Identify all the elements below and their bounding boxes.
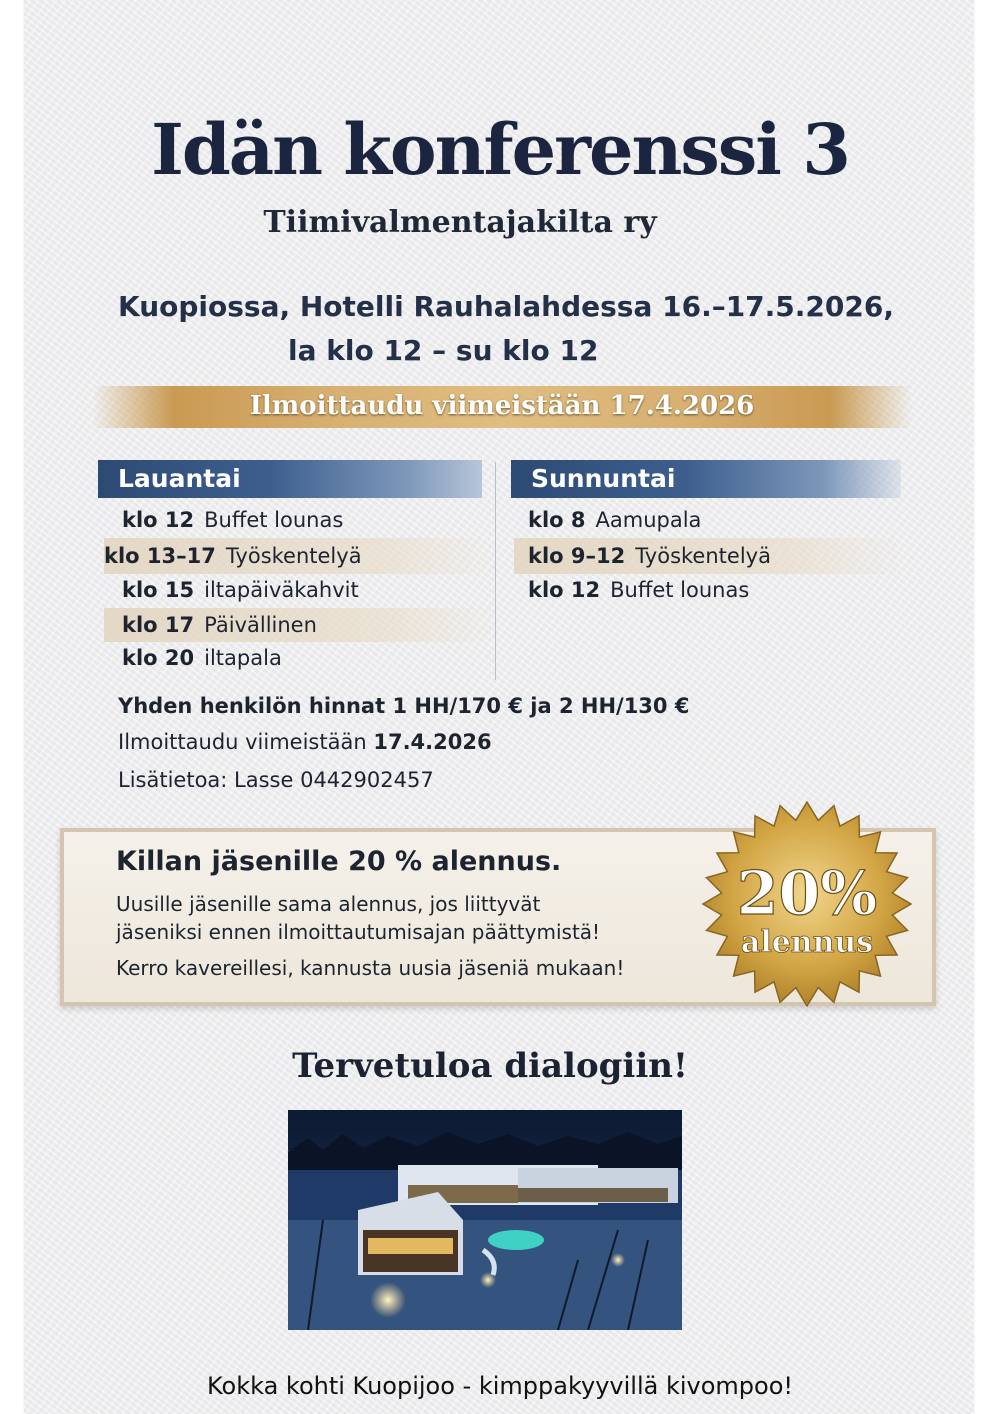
hotel-winter-photo-icon bbox=[288, 1110, 682, 1330]
schedule-row bbox=[528, 578, 749, 602]
column-divider bbox=[495, 462, 496, 680]
event-location: Kuopiossa, Hotelli Rauhalahdessa 16.–17.5.2026, bbox=[118, 290, 894, 323]
schedule-activity: Työskentelyä bbox=[635, 544, 771, 568]
discount-title: Killan jäsenille 20 % alennus. bbox=[116, 846, 562, 877]
schedule-activity: Päivällinen bbox=[204, 613, 317, 637]
page-title: Idän konferenssi 3 bbox=[151, 108, 849, 191]
footer-slogan: Kokka kohti Kuopijoo - kimppakyyvillä kivompoo! bbox=[206, 1372, 794, 1400]
sunday-header: Sunnuntai bbox=[511, 460, 901, 498]
schedule-activity: iltapäiväkahvit bbox=[204, 578, 359, 602]
schedule-row bbox=[122, 646, 282, 670]
saturday-header: Lauantai bbox=[98, 460, 482, 498]
schedule-activity: iltapala bbox=[204, 646, 282, 670]
schedule-time: klo 9–12 bbox=[528, 544, 626, 568]
schedule-row bbox=[104, 608, 494, 642]
schedule-row bbox=[514, 538, 904, 574]
contact-info: Lisätietoa: Lasse 0442902457 bbox=[118, 768, 434, 792]
seal-percent: 20% bbox=[736, 859, 878, 929]
price-info: Yhden henkilön hinnat 1 HH/170 € ja 2 HH/130 € bbox=[118, 694, 690, 718]
schedule-activity: Aamupala bbox=[595, 508, 702, 532]
discount-seal-icon bbox=[664, 796, 950, 1012]
seal-word: alennus bbox=[740, 925, 874, 960]
discount-line-1: Uusille jäsenille sama alennus, jos liittyvät bbox=[116, 892, 541, 916]
schedule-row bbox=[122, 508, 343, 532]
discount-line-2: jäseniksi ennen ilmoittautumisajan päättymistä! bbox=[116, 920, 601, 944]
schedule-time: klo 8 bbox=[528, 508, 586, 532]
schedule-row bbox=[104, 538, 494, 574]
registration-deadline bbox=[118, 730, 492, 754]
event-time: la klo 12 – su klo 12 bbox=[288, 334, 599, 367]
schedule-time: klo 15 bbox=[122, 578, 195, 602]
registration-label: Ilmoittaudu viimeistään bbox=[118, 730, 367, 754]
schedule-activity: Buffet lounas bbox=[610, 578, 750, 602]
schedule-time: klo 17 bbox=[122, 613, 195, 637]
schedule-time: klo 13–17 bbox=[104, 544, 216, 568]
schedule-activity: Työskentelyä bbox=[225, 544, 362, 568]
deadline-banner-text: Ilmoittaudu viimeistään 17.4.2026 bbox=[249, 391, 755, 421]
registration-date: 17.4.2026 bbox=[373, 730, 492, 754]
schedule-activity: Buffet lounas bbox=[204, 508, 344, 532]
schedule-row bbox=[528, 508, 701, 532]
schedule-time: klo 12 bbox=[122, 508, 195, 532]
welcome-heading: Tervetuloa dialogiin! bbox=[292, 1046, 688, 1086]
deadline-banner bbox=[92, 386, 912, 428]
organizer-name: Tiimivalmentajakilta ry bbox=[263, 205, 657, 240]
schedule-time: klo 12 bbox=[528, 578, 601, 602]
schedule-time: klo 20 bbox=[122, 646, 195, 670]
discount-line-3: Kerro kavereillesi, kannusta uusia jäseniä mukaan! bbox=[116, 956, 625, 980]
schedule-row bbox=[122, 578, 359, 602]
